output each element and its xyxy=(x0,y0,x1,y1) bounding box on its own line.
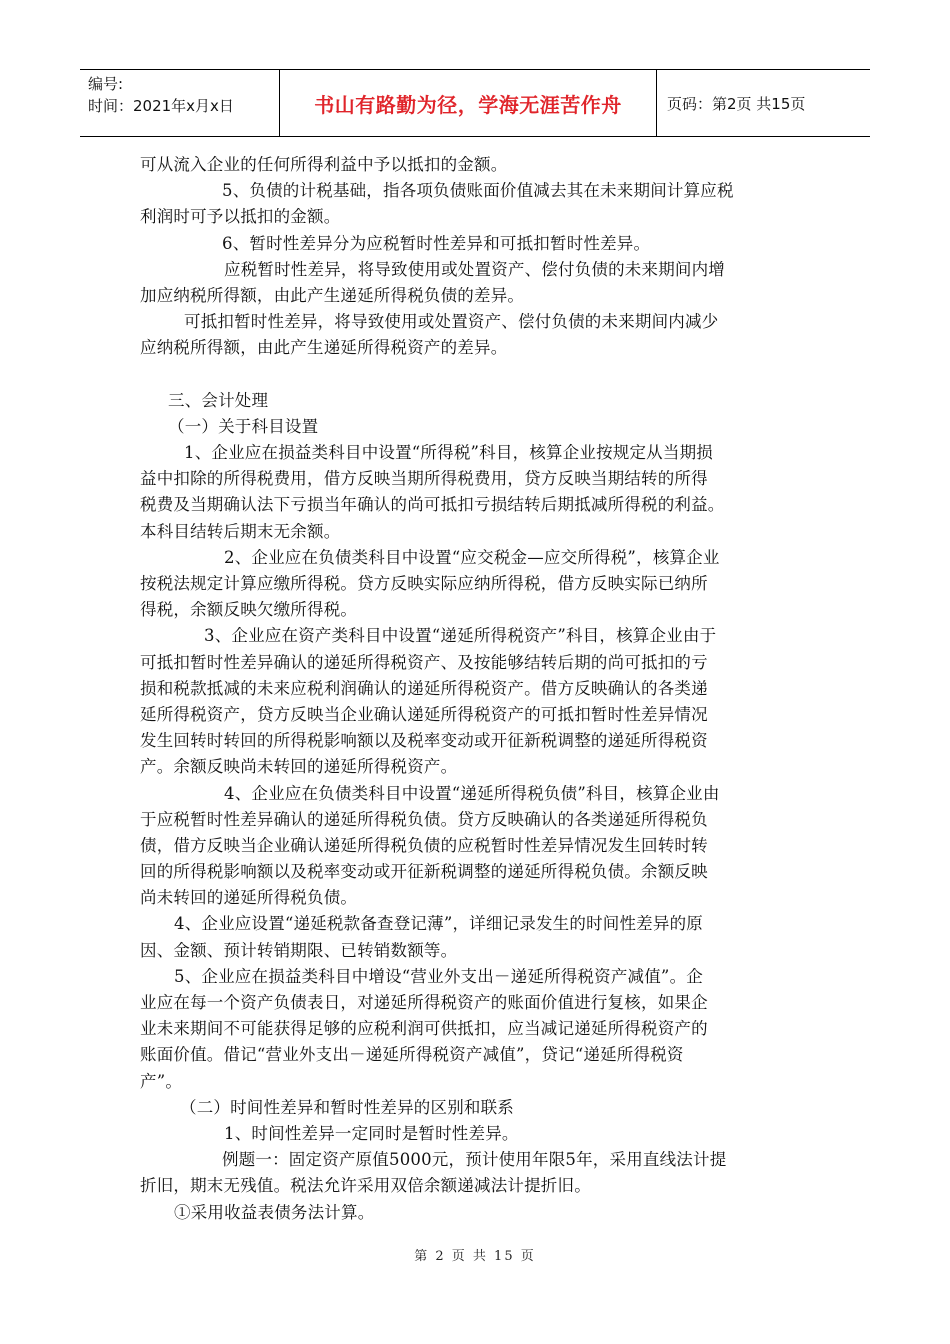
paragraph-line: 4、企业应设置“递延税款备查登记薄”，详细记录发生的时间性差异的原 xyxy=(174,914,703,934)
paragraph-line: 债，借方反映当企业确认递延所得税负债的应税暂时性差异情况发生回转时转 xyxy=(140,835,708,855)
time-label: 时间：2021年x月x日 xyxy=(88,97,234,115)
paragraph-line: 1、企业应在损益类科目中设置“所得税”科目，核算企业按规定从当期损 xyxy=(184,443,713,463)
paragraph-line: 税费及当期确认法下亏损当年确认的尚可抵扣亏损结转后期抵减所得税的利益。 xyxy=(140,495,725,515)
document-body xyxy=(140,152,812,1226)
subsection-heading: （一）关于科目设置 xyxy=(168,416,319,436)
paragraph-line: 回的所得税影响额以及税率变动或开征新税调整的递延所得税负债。余额反映 xyxy=(140,862,708,882)
page-number-label: 页码：第2页 共15页 xyxy=(667,94,806,113)
section-heading: 三、会计处理 xyxy=(168,390,269,410)
paragraph-line: 业未来期间不可能获得足够的应税利润可供抵扣，应当减记递延所得税资产的 xyxy=(140,1019,708,1039)
page-header xyxy=(80,69,870,137)
paragraph-line: 6、暂时性差异分为应税暂时性差异和可抵扣暂时性差异。 xyxy=(222,233,651,253)
header-meta xyxy=(80,70,280,136)
paragraph-line: 发生回转时转回的所得税影响额以及税率变动或开征新税调整的递延所得税资 xyxy=(140,731,708,751)
paragraph-line: 可从流入企业的任何所得利益中予以抵扣的金额。 xyxy=(140,155,508,174)
paragraph-line: 3、企业应在资产类科目中设置“递延所得税资产”科目，核算企业由于 xyxy=(204,626,717,646)
paragraph-line: 产”。 xyxy=(140,1071,183,1091)
paragraph-line: 账面价值。借记“营业外支出－递延所得税资产减值”，贷记“递延所得税资 xyxy=(140,1045,684,1065)
blank-line xyxy=(140,362,812,388)
paragraph-line: 应纳税所得额，由此产生递延所得税资产的差异。 xyxy=(140,338,508,358)
paragraph-line: 5、企业应在损益类科目中增设“营业外支出－递延所得税资产减值”。企 xyxy=(174,966,703,986)
paragraph-line: 因、金额、预计转销期限、已转销数额等。 xyxy=(140,940,458,960)
paragraph-line: 2、企业应在负债类科目中设置“应交税金—应交所得税”，核算企业 xyxy=(224,547,720,567)
header-motto: 书山有路勤为径，学海无涯苦作舟 xyxy=(280,70,657,136)
paragraph-line: 5、负债的计税基础，指各项负债账面价值减去其在未来期间计算应税 xyxy=(222,181,734,201)
paragraph-line: 4、企业应在负债类科目中设置“递延所得税负债”科目，核算企业由 xyxy=(224,783,720,803)
paragraph-line: 可抵扣暂时性差异确认的递延所得税资产、及按能够结转后期的尚可抵扣的亏 xyxy=(140,652,708,672)
paragraph-line: 按税法规定计算应缴所得税。贷方反映实际应纳所得税，借方反映实际已纳所 xyxy=(140,574,708,593)
paragraph-line: 利润时可予以抵扣的金额。 xyxy=(140,207,341,227)
paragraph-line: 损和税款抵减的未来应税利润确认的递延所得税资产。借方反映确认的各类递 xyxy=(140,678,708,698)
number-label: 编号: xyxy=(88,75,124,93)
paragraph-line: 折旧，期末无残值。税法允许采用双倍余额递减法计提折旧。 xyxy=(140,1176,591,1196)
paragraph-line: 业应在每一个资产负债表日，对递延所得税资产的账面价值进行复核，如果企 xyxy=(140,993,708,1012)
paragraph-line: 益中扣除的所得税费用，借方反映当期所得税费用，贷方反映当期结转的所得 xyxy=(140,469,708,489)
paragraph-line: 1、时间性差异一定同时是暂时性差异。 xyxy=(224,1123,519,1143)
paragraph-line: 尚未转回的递延所得税负债。 xyxy=(140,888,358,908)
paragraph-line: 应税暂时性差异，将导致使用或处置资产、偿付负债的未来期间内增 xyxy=(224,259,725,279)
subsection-heading: （二）时间性差异和暂时性差异的区别和联系 xyxy=(180,1097,514,1117)
paragraph-line: 延所得税资产，贷方反映当企业确认递延所得税资产的可抵扣暂时性差异情况 xyxy=(140,704,708,724)
paragraph-line: 本科目结转后期末无余额。 xyxy=(140,521,341,541)
paragraph-line: 可抵扣暂时性差异，将导致使用或处置资产、偿付负债的未来期间内减少 xyxy=(184,312,719,332)
page-footer: 第 2 页 共 15 页 xyxy=(414,1249,536,1264)
paragraph-line: 于应税暂时性差异确认的递延所得税负债。贷方反映确认的各类递延所得税负 xyxy=(140,809,708,829)
paragraph-line: 例题一：固定资产原值5000元，预计使用年限5年，采用直线法计提 xyxy=(222,1150,727,1170)
paragraph-line: 产。余额反映尚未转回的递延所得税资产。 xyxy=(140,757,458,777)
paragraph-line: 加应纳税所得额，由此产生递延所得税负债的差异。 xyxy=(140,285,525,305)
paragraph-line: ①采用收益表债务法计算。 xyxy=(174,1202,375,1222)
paragraph-line: 得税，余额反映欠缴所得税。 xyxy=(140,600,358,620)
